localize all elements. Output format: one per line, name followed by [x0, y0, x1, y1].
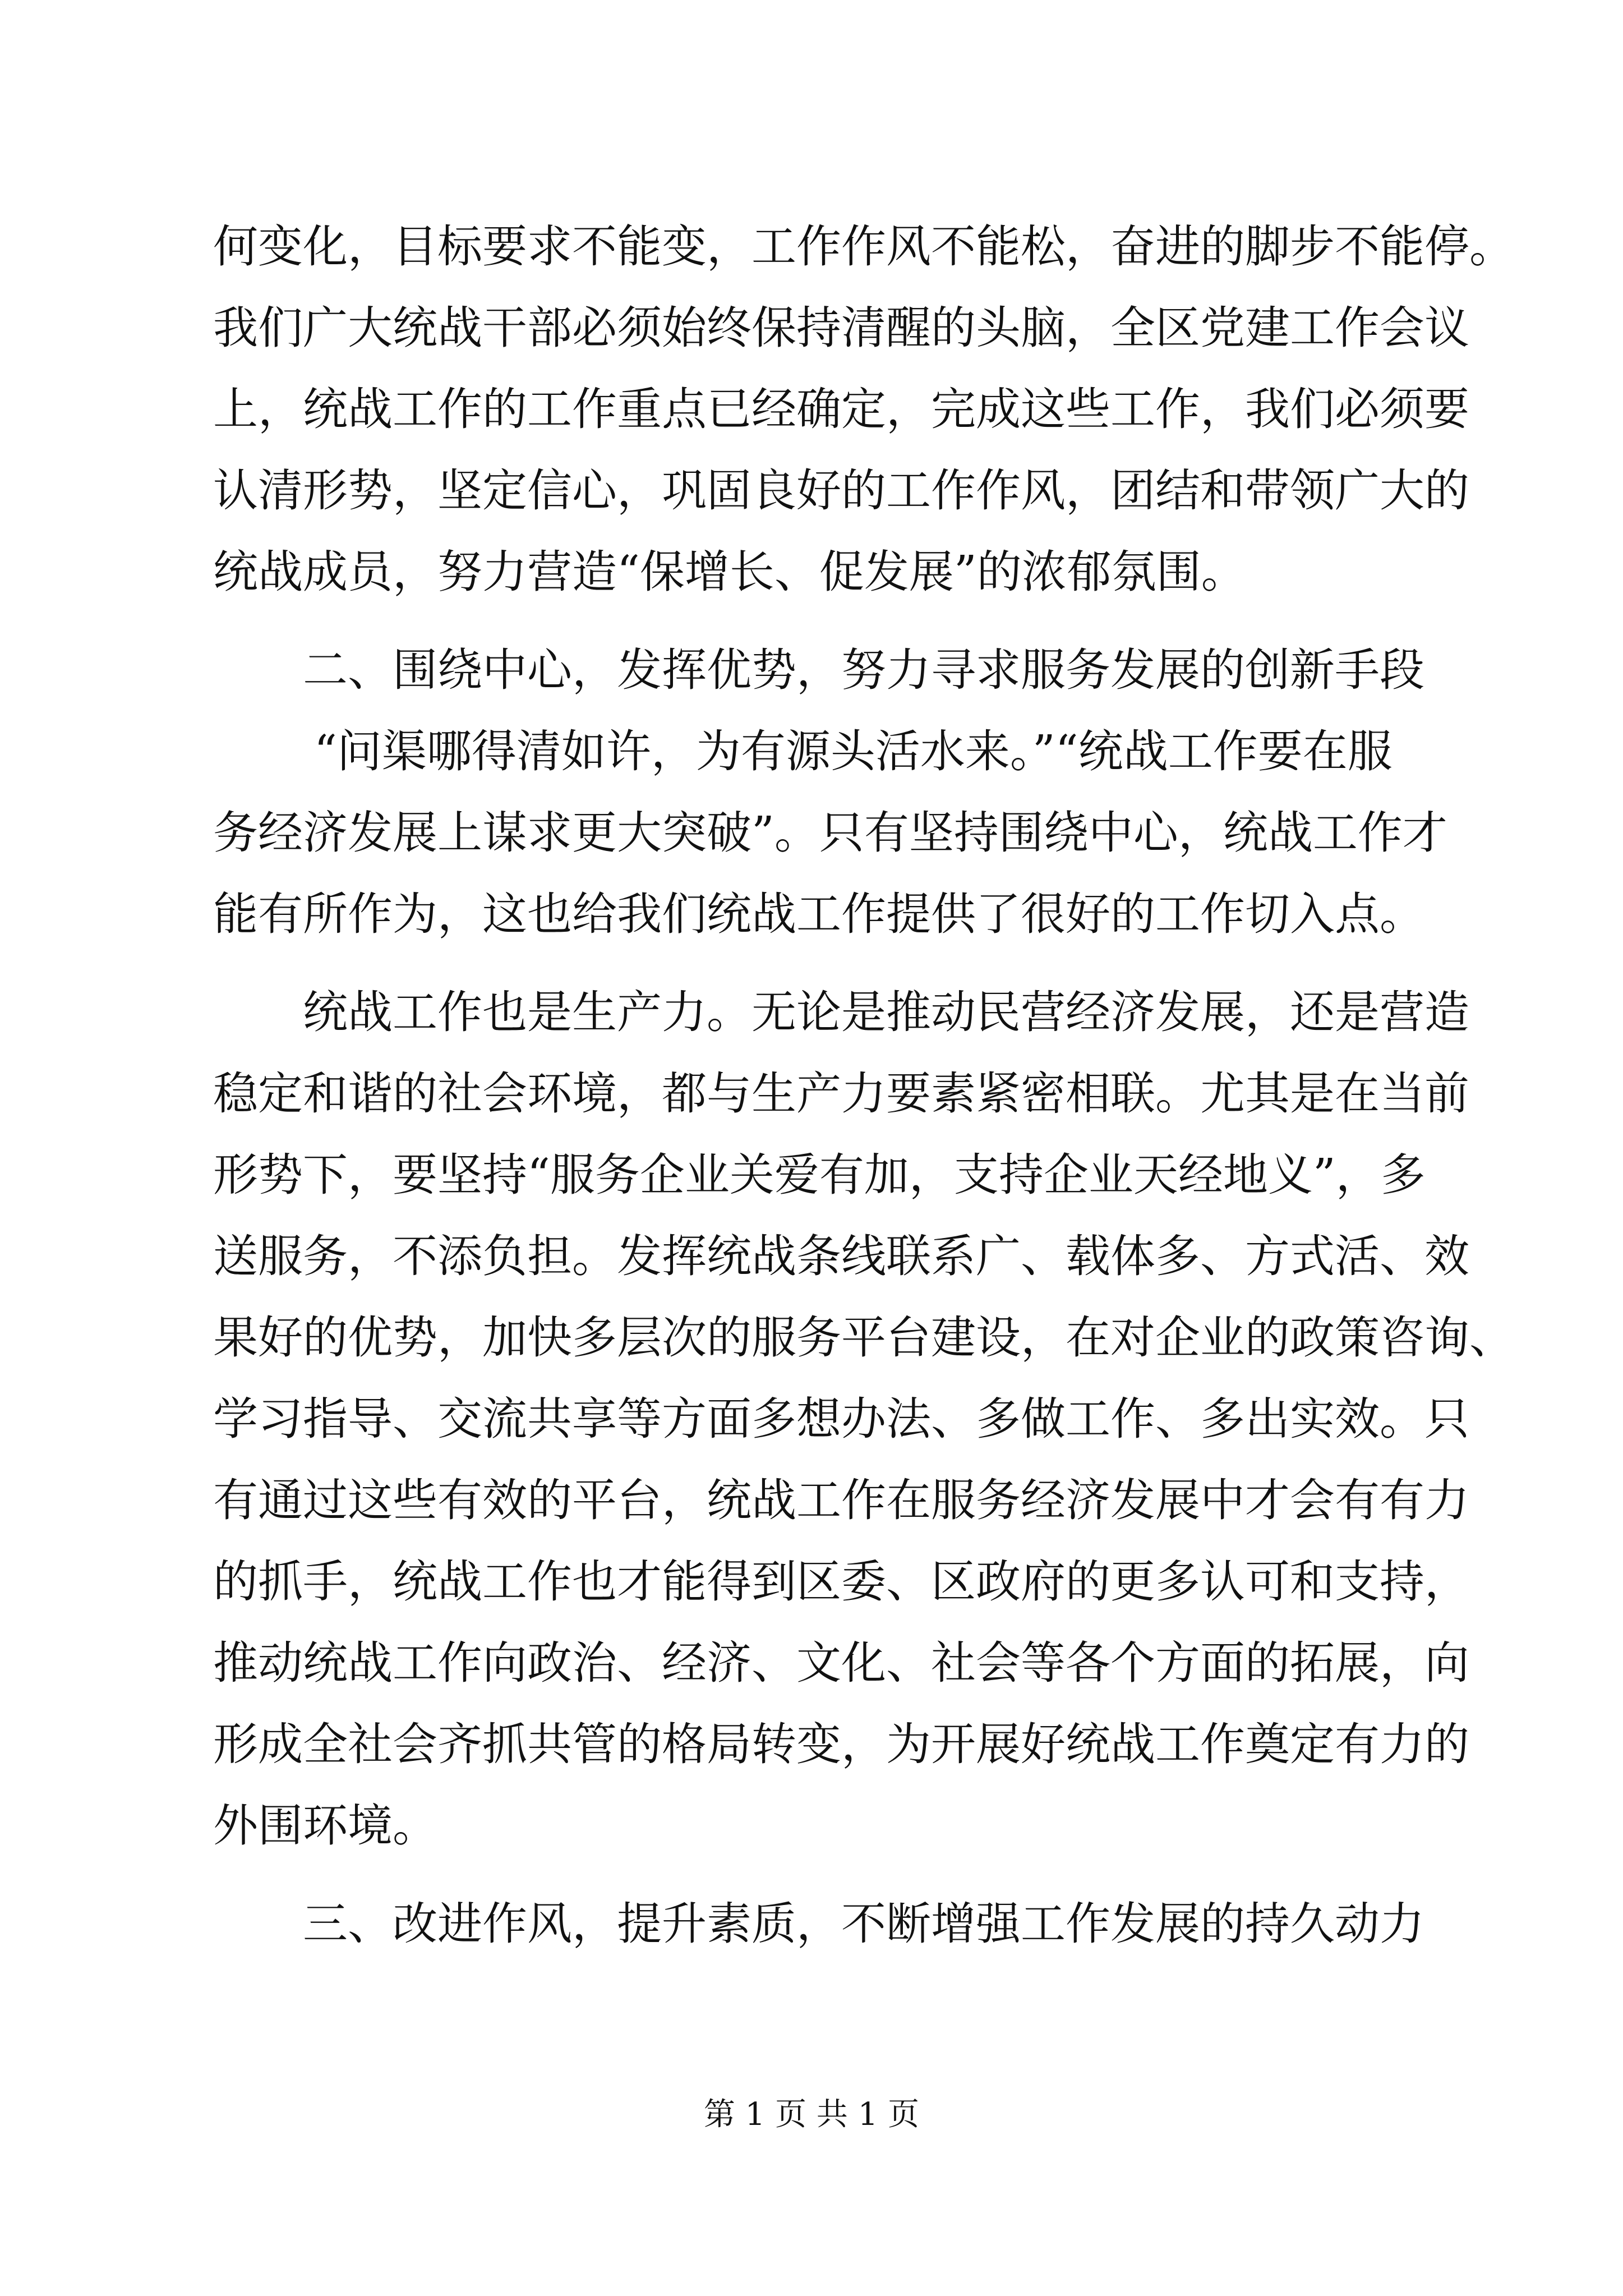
body-text-line: 形成全社会齐抓共管的格局转变，为开展好统战工作奠定有力的 — [213, 1718, 1469, 1770]
body-text-line: 我们广大统战干部必须始终保持清醒的头脑，全区党建工作会议 — [213, 302, 1469, 354]
body-text-line: 务经济发展上谋求更大突破”。只有坚持围绕中心，统战工作才 — [213, 807, 1447, 859]
body-text-line: 统战工作也是生产力。无论是推动民营经济发展，还是营造 — [303, 986, 1469, 1038]
body-text-line: 能有所作为，这也给我们统战工作提供了很好的工作切入点。 — [213, 888, 1424, 940]
body-text-line: 推动统战工作向政治、经济、文化、社会等各个方面的拓展，向 — [213, 1637, 1469, 1689]
body-text-line: 认清形势，坚定信心，巩固良好的工作作风，团结和带领广大的 — [213, 464, 1469, 517]
section-heading-2: 二、围绕中心，发挥优势，努力寻求服务发展的创新手段 — [303, 644, 1424, 696]
body-text-line: 有通过这些有效的平台，统战工作在服务经济发展中才会有有力 — [213, 1474, 1469, 1526]
body-text-line: 果好的优势，加快多层次的服务平台建设，在对企业的政策咨询、 — [213, 1312, 1514, 1364]
page-footer: 第 1 页 共 1 页 — [703, 2096, 920, 2133]
body-text-line: 稳定和谐的社会环境，都与生产力要素紧密相联。尤其是在当前 — [213, 1068, 1469, 1120]
body-text-line: 上，统战工作的工作重点已经确定，完成这些工作，我们必须要 — [213, 383, 1469, 435]
body-text-line: 何变化，目标要求不能变，工作作风不能松，奋进的脚步不能停。 — [213, 220, 1514, 273]
body-text-line: 外围环境。 — [213, 1800, 437, 1852]
body-text-line: 形势下，要坚持“服务企业关爱有加，支持企业天经地义”，多 — [213, 1149, 1426, 1201]
body-text-line: 统战成员，努力营造“保增长、促发展”的浓郁氛围。 — [213, 546, 1246, 598]
body-text-line: 学习指导、交流共享等方面多想办法、多做工作、多出实效。只 — [213, 1393, 1469, 1445]
section-heading-3: 三、改进作风，提升素质，不断增强工作发展的持久动力 — [303, 1898, 1424, 1950]
body-text-line: “问渠哪得清如许，为有源头活水来。”“统战工作要在服 — [314, 725, 1393, 777]
body-text-line: 送服务，不添负担。发挥统战条线联系广、载体多、方式活、效 — [213, 1230, 1469, 1282]
body-text-line: 的抓手，统战工作也才能得到区委、区政府的更多认可和支持， — [213, 1556, 1469, 1608]
